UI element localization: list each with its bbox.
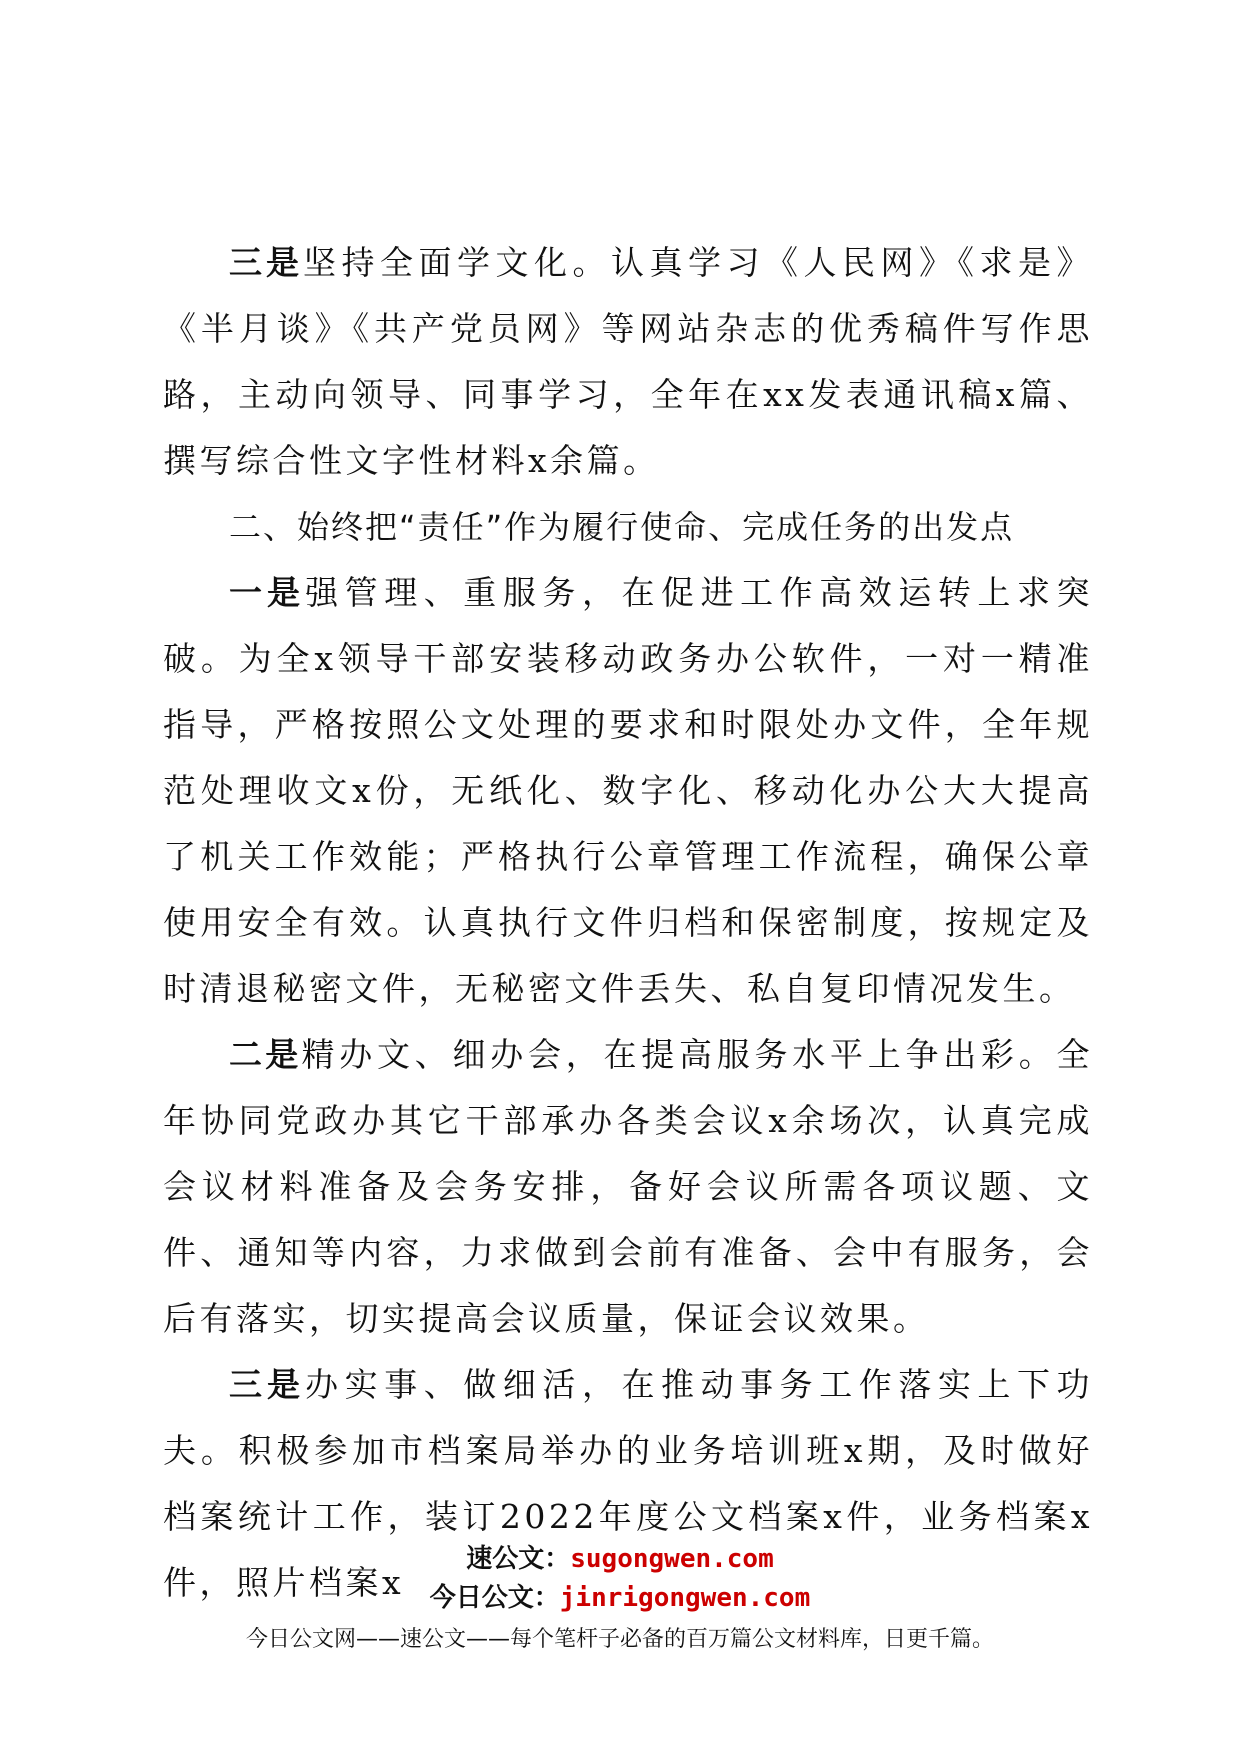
section-heading-responsibility: 二、始终把“责任”作为履行使命、完成任务的出发点 [229, 508, 1015, 546]
footer-tagline: 今日公文网——速公文——每个笔杆子必备的百万篇公文材料库，日更千篇。 [245, 1627, 994, 1652]
paragraph-text: 精办文、细办会，在提高服务水平上争出彩。全年协同党政办其它干部承办各类会议x余场次，认真完成会议材料准备及会务安排，备好会议所需各项议题、文件、通知等内容，力求做到会前有准备、会中有服务，会后有落实，切实提高会议质量，保证会议效果。 [163, 1035, 1093, 1338]
paragraph-management-service [163, 560, 1093, 1022]
paragraph-documents-meetings [163, 1022, 1093, 1352]
footer-sugongwen [0, 1538, 1240, 1575]
paragraph-lead: 一是 [229, 573, 306, 612]
document-body [163, 230, 1093, 1616]
paragraph-text: 办实事、做细活，在推动事务工作落实上下功夫。积极参加市档案局举办的业务培训班x期，及时做好档案统计工作，装订2022年度公文档案x件，业务档案x件，照片档案x [163, 1365, 1094, 1602]
footer-jinrigongwen [0, 1577, 1240, 1614]
footer-link-jinrigongwen[interactable]: jinrigongwen.com [559, 1583, 811, 1613]
paragraph-lead: 三是 [229, 243, 303, 282]
paragraph-text: 强管理、重服务，在促进工作高效运转上求突破。为全x领导干部安装移动政务办公软件，一对一精准指导，严格按照公文处理的要求和时限处办文件，全年规范处理收文x份，无纸化、数字化、移动化办公大大提高了机关工作效能；严格执行公章管理工作流程，确保公章使用安全有效。认真执行文件归档和保密制度，按规定及时清退秘密文件，无秘密文件丢失、私自复印情况发生。 [163, 573, 1094, 1008]
footer-label: 速公文： [466, 1544, 571, 1574]
footer-link-sugongwen[interactable]: sugongwen.com [570, 1544, 774, 1574]
paragraph-study-culture [163, 230, 1093, 494]
paragraph-lead: 二是 [229, 1035, 302, 1074]
paragraph-lead: 三是 [229, 1365, 306, 1404]
footer-label: 今日公文： [429, 1583, 560, 1613]
paragraph-text: 坚持全面学文化。认真学习《人民网》《求是》《半月谈》《共产党员网》等网站杂志的优秀稿件写作思路，主动向领导、同事学习，全年在xx发表通讯稿x篇、撰写综合性文字性材料x余篇。 [163, 243, 1093, 480]
